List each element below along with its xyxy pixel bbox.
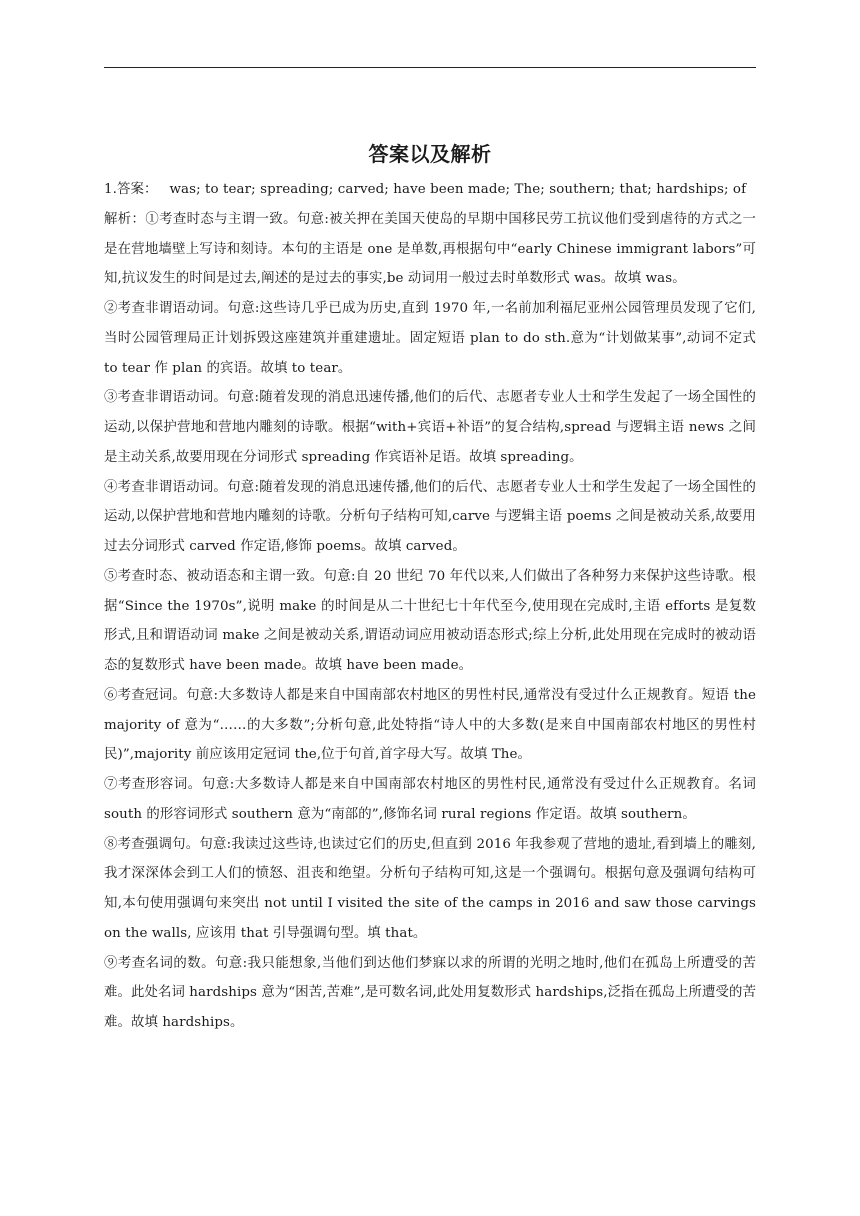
- explanation-2: ②考查非谓语动词。句意:这些诗几乎已成为历史,直到 1970 年,一名前加利福尼亚州公园管理员发现了它们,当时公园管理局正计划拆毁这座建筑并重建遗址。固定短语 plan to do sth.意为“计划做某事”,动词不定式 to tear 作 plan 的宾语。故填 to tear。: [104, 301, 756, 376]
- explanation-1: 解析：①考查时态与主谓一致。句意:被关押在美国天使岛的早期中国移民劳工抗议他们受到虐待的方式之一是在营地墙壁上写诗和刻诗。本句的主语是 one 是单数,再根据句中“early Chinese immigrant labors”可知,抗议发生的时间是过去,阐述的是过去的事实,be 动词用一般过去时单数形式 was。故填 was。: [104, 211, 756, 287]
- answer-line: [104, 175, 756, 205]
- answer-number-label: 1.答案：: [104, 182, 158, 197]
- explanation-6: ⑥考查冠词。句意:大多数诗人都是来自中国南部农村地区的男性村民,通常没有受过什么正规教育。短语 the majority of 意为“……的大多数”;分析句意,此处特指“诗人中的大多数(是来自中国南部农村地区的男性村民)”,majority 前应该用定冠词 the,位于句首,首字母大写。故填 The。: [104, 687, 756, 763]
- explanation-5: ⑤考查时态、被动语态和主谓一致。句意:自 20 世纪 70 年代以来,人们做出了各种努力来保护这些诗歌。根据“Since the 1970s”,说明 make 的时间是从二十世纪七十年代至今,使用现在完成时,主语 efforts 是复数形式,且和谓语动词 make 之间是被动关系,谓语动词应用被动语态形式;综上分析,此处用现在完成时的被动语态的复数形式 have been made。故填 have been made。: [104, 568, 756, 673]
- header-rule: [104, 67, 756, 68]
- explanation-7: ⑦考查形容词。句意:大多数诗人都是来自中国南部农村地区的男性村民,通常没有受过什么正规教育。名词 south 的形容词形式 southern 意为“南部的”,修饰名词 rural regions 作定语。故填 southern。: [104, 777, 756, 822]
- explanation-9: ⑨考查名词的数。句意:我只能想象,当他们到达他们梦寐以求的所谓的光明之地时,他们在孤岛上所遭受的苦难。此处名词 hardships 意为“困苦,苦难”,是可数名词,此处用复数形式 hardships,泛指在孤岛上所遭受的苦难。故填 hardships。: [104, 955, 756, 1030]
- answer-text: was; to tear; spreading; carved; have been made; The; southern; that; hardships; of: [169, 182, 747, 197]
- explanation-8: ⑧考查强调句。句意:我读过这些诗,也读过它们的历史,但直到 2016 年我参观了营地的遗址,看到墙上的雕刻,我才深深体会到工人们的愤怒、沮丧和绝望。分析句子结构可知,这是一个强调句。根据句意及强调句结构可知,本句使用强调句来突出 not until I visited the site of the camps in 2016 and saw those carvings on the walls, 应该用 that 引导强调句型。填 that。: [104, 836, 756, 941]
- explanation-3: ③考查非谓语动词。句意:随着发现的消息迅速传播,他们的后代、志愿者专业人士和学生发起了一场全国性的运动,以保护营地和营地内雕刻的诗歌。根据“with+宾语+补语”的复合结构,spread 与逻辑主语 news 之间是主动关系,故要用现在分词形式 spreading 作宾语补足语。故填 spreading。: [104, 390, 756, 465]
- explanation-4: ④考查非谓语动词。句意:随着发现的消息迅速传播,他们的后代、志愿者专业人士和学生发起了一场全国性的运动,以保护营地和营地内雕刻的诗歌。分析句子结构可知,carve 与逻辑主语 poems 之间是被动关系,故要用过去分词形式 carved 作定语,修饰 poems。故填 carved。: [104, 479, 756, 554]
- document-body: [104, 139, 756, 1038]
- page-title: 答案以及解析: [368, 142, 492, 166]
